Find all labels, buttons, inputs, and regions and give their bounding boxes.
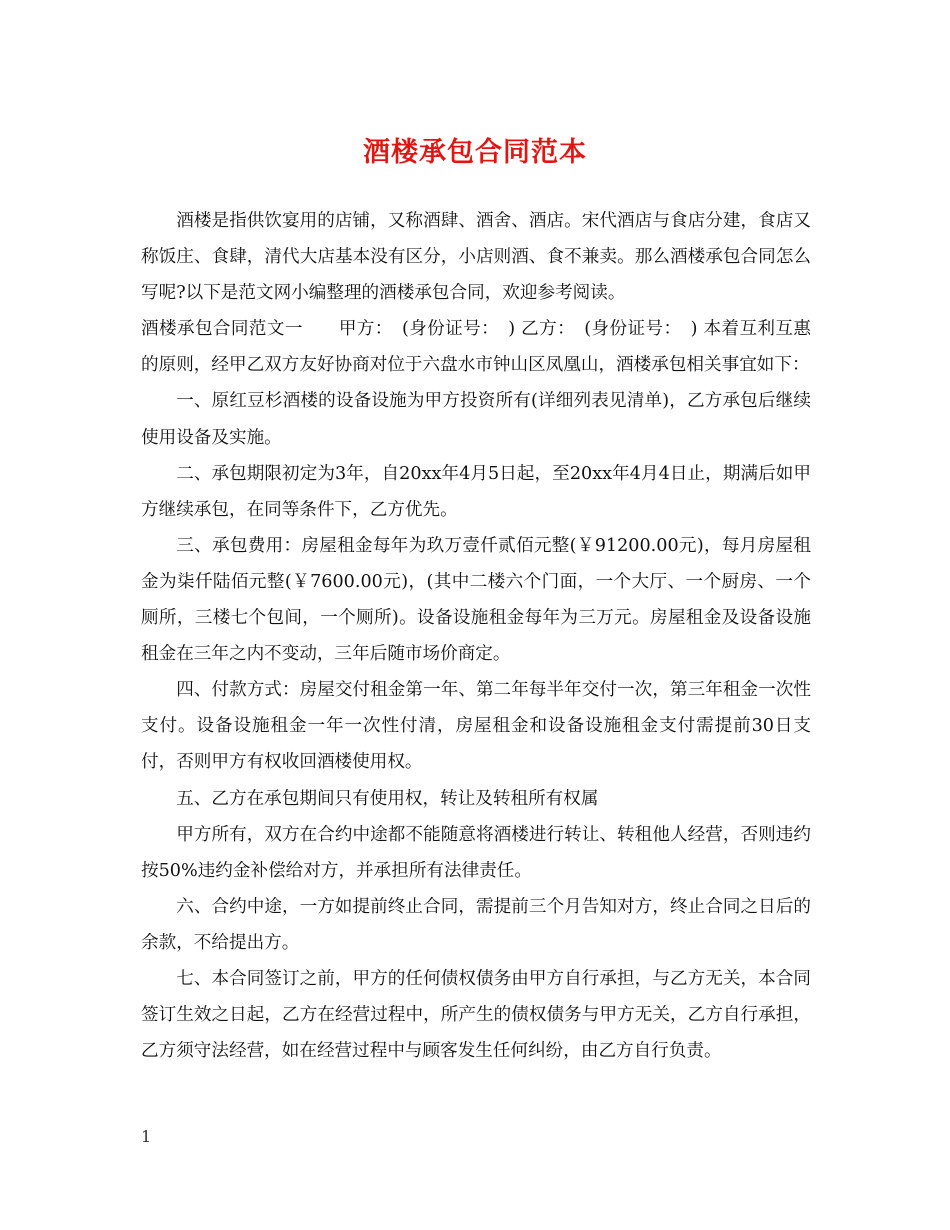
paragraph-clause-7: 七、本合同签订之前，甲方的任何债权债务由甲方自行承担，与乙方无关，本合同签订生效之日起，乙方在经营过程中，所产生的债权债务与甲方无关，乙方自行承担，乙方须守法经营，如在经营过程中与顾客发生任何纠纷，由乙方自行负责。: [141, 968, 811, 1062]
page-number: 1: [141, 1127, 152, 1146]
paragraph-intro: 酒楼是指供饮宴用的店铺，又称酒肆、酒舍、酒店。宋代酒店与食店分建，食店又称饭庄、食肆，清代大店基本没有区分，小店则酒、食不兼卖。那么酒楼承包合同怎么写呢?以下是范文网小编整理的酒楼承包合同，欢迎参考阅读。: [141, 211, 811, 304]
paragraph-clause-1: 一、原红豆杉酒楼的设备设施为甲方投资所有(详细列表见清单)，乙方承包后继续使用设备及实施。: [141, 391, 811, 448]
paragraph-clause-6: 六、合约中途，一方如提前终止合同，需提前三个月告知对方，终止合同之日后的余款，不给提出方。: [141, 896, 811, 953]
paragraph-clause-3: 三、承包费用：房屋租金每年为玖万壹仟贰佰元整(￥91200.00元)，每月房屋租金为柒仟陆佰元整(￥7600.00元)，(其中二楼六个门面，一个大厅、一个厨房、一个厕所，三楼七个包间，一个厕所)。设备设施租金每年为三万元。房屋租金及设备设施租金在三年之内不变动，三年后随市场价商定。: [141, 535, 811, 665]
paragraph-clause-5-continued: 甲方所有，双方在合约中途都不能随意将酒楼进行转让、转租他人经营，否则违约按50%违约金补偿给对方，并承担所有法律责任。: [141, 824, 811, 881]
paragraph-clause-2: 二、承包期限初定为3年，自20xx年4月5日起，至20xx年4月4日止，期满后如甲方继续承包，在同等条件下，乙方优先。: [141, 463, 811, 520]
paragraph-clause-4: 四、付款方式：房屋交付租金第一年、第二年每半年交付一次，第三年租金一次性支付。设备设施租金一年一次性付清，房屋租金和设备设施租金支付需提前30日支付，否则甲方有权收回酒楼使用权。: [141, 680, 811, 773]
document-title: 酒楼承包合同范本: [363, 137, 587, 168]
paragraph-clause-5: 五、乙方在承包期间只有使用权，转让及转租所有权属: [176, 788, 599, 809]
document-body: [141, 203, 811, 1069]
paragraph-contract-parties: 酒楼承包合同范文一 甲方： (身份证号： ) 乙方： (身份证号： ) 本着互利互惠的原则，经甲乙双方友好协商对位于六盘水市钟山区凤凰山，酒楼承包相关事宜如下：: [141, 319, 811, 376]
